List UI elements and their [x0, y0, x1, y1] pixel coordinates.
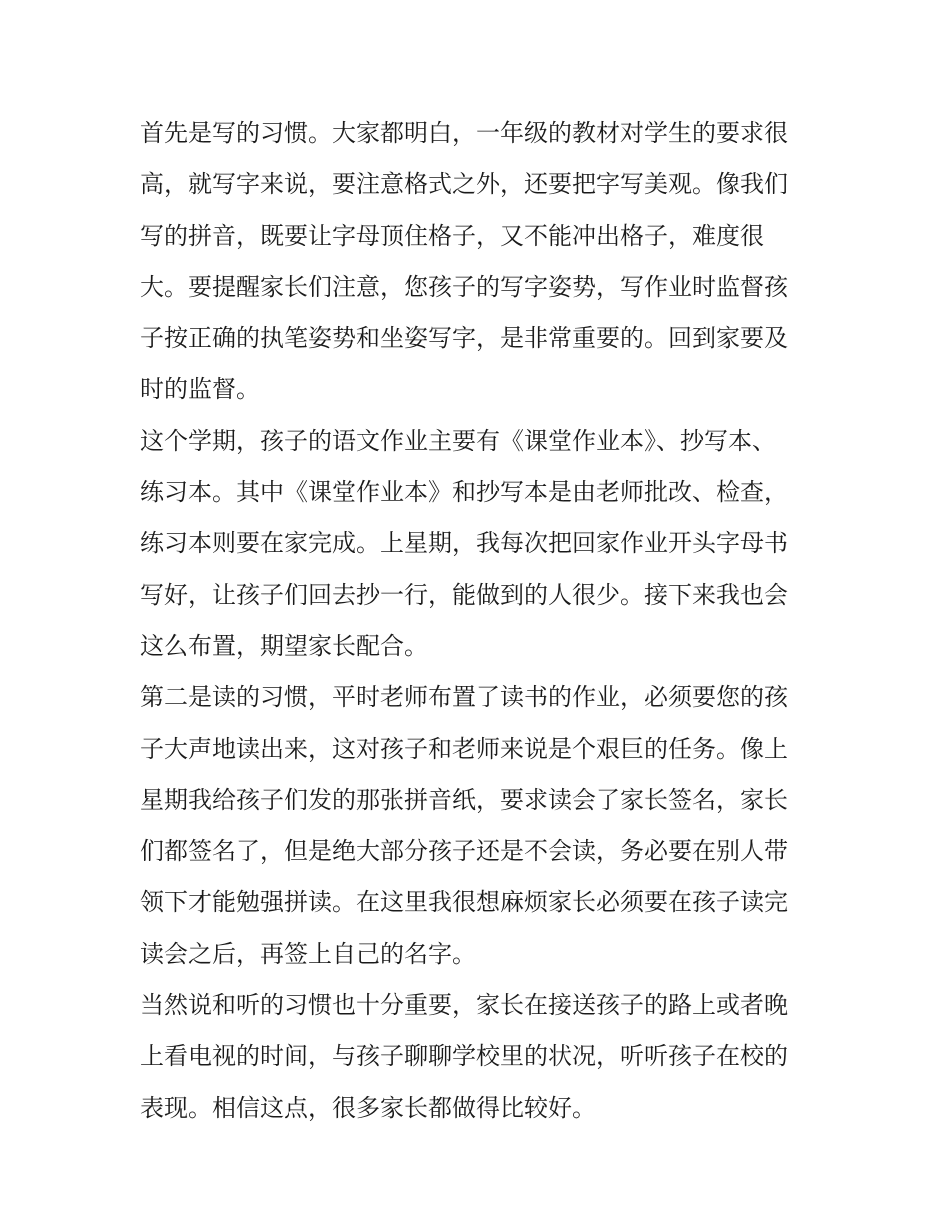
text-line: 星期我给孩子们发的那张拼音纸，要求读会了家长签名，家长	[140, 785, 788, 814]
paragraph-homework	[140, 416, 820, 672]
text-line: 练习本则要在家完成。上星期，我每次把回家作业开头字母书	[140, 529, 788, 558]
text-line: 写的拼音，既要让字母顶住格子，又不能冲出格子，难度很	[140, 221, 764, 250]
text-line: 读会之后，再签上自己的名字。	[140, 939, 476, 968]
text-line: 大。要提醒家长们注意，您孩子的写字姿势，写作业时监督孩	[140, 272, 788, 301]
text-line: 当然说和听的习惯也十分重要，家长在接送孩子的路上或者晚	[140, 991, 788, 1020]
paragraph-reading-habit	[140, 672, 820, 980]
paragraph-writing-habit	[140, 108, 820, 416]
text-line: 子按正确的执笔姿势和坐姿写字，是非常重要的。回到家要及	[140, 324, 788, 353]
text-line: 表现。相信这点，很多家长都做得比较好。	[140, 1093, 596, 1122]
text-line: 们都签名了，但是绝大部分孩子还是不会读，务必要在别人带	[140, 837, 788, 866]
text-line: 写好，让孩子们回去抄一行，能做到的人很少。接下来我也会	[140, 580, 788, 609]
text-line: 上看电视的时间，与孩子聊聊学校里的状况，听听孩子在校的	[140, 1042, 788, 1071]
text-line: 练习本。其中《课堂作业本》和抄写本是由老师批改、检查，	[140, 478, 788, 507]
document-body	[140, 108, 820, 1134]
text-line: 首先是写的习惯。大家都明白，一年级的教材对学生的要求很	[140, 119, 788, 147]
text-line: 领下才能勉强拼读。在这里我很想麻烦家长必须要在孩子读完	[140, 888, 788, 917]
text-line: 这么布置，期望家长配合。	[140, 631, 428, 660]
text-line: 这个学期，孩子的语文作业主要有《课堂作业本》、抄写本、	[140, 426, 776, 455]
text-line: 子大声地读出来，这对孩子和老师来说是个艰巨的任务。像上	[140, 734, 788, 763]
text-line: 第二是读的习惯，平时老师布置了读书的作业，必须要您的孩	[140, 683, 788, 712]
paragraph-speaking-listening	[140, 980, 820, 1134]
text-line: 时的监督。	[140, 375, 260, 404]
text-line: 高，就写字来说，要注意格式之外，还要把字写美观。像我们	[140, 170, 788, 199]
